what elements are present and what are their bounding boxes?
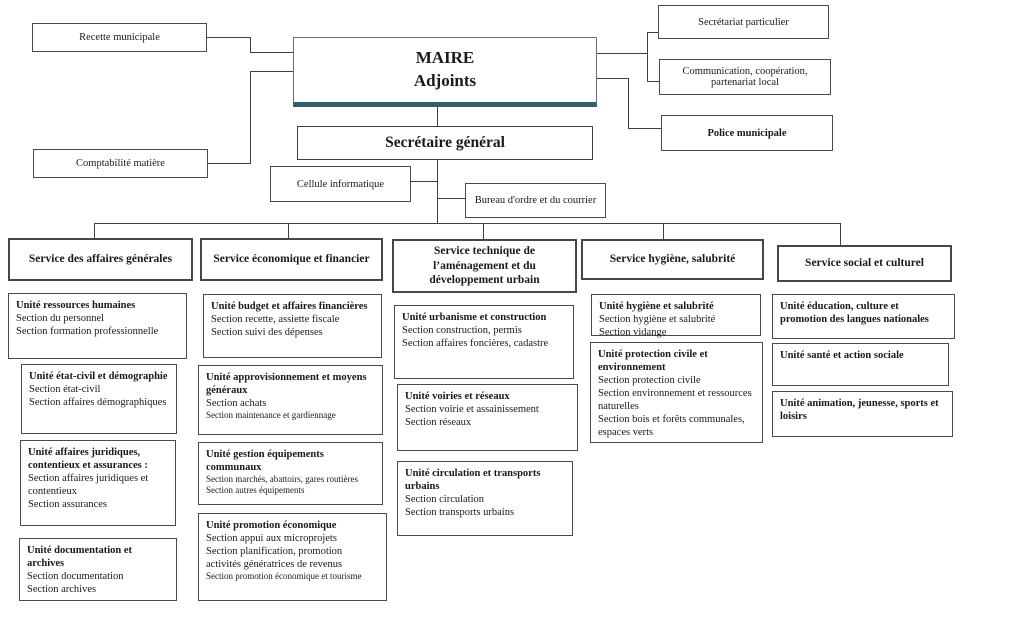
unit-section: Section assurances xyxy=(28,499,108,511)
connector-line xyxy=(628,78,629,129)
communication-box xyxy=(659,59,831,95)
bureau-ordre-courrier-label: Bureau d'ordre et du courrier xyxy=(474,195,597,206)
unit-section: Section affaires démographiques xyxy=(29,397,167,409)
unit-voiries-reseaux-box xyxy=(397,384,578,451)
unit-education-culture-box xyxy=(772,294,955,339)
bureau-ordre-courrier-box xyxy=(465,183,606,218)
recette-municipale-box xyxy=(32,23,207,52)
communication-label: Communication, coopération, partenariat local xyxy=(682,66,808,88)
service-title: Service économique et financier xyxy=(213,253,370,266)
unit-hygiene-salubrite-box xyxy=(591,294,761,339)
unit-section: Section du personnel xyxy=(16,313,105,325)
secretariat-particulier-label: Secrétariat particulier xyxy=(698,16,789,28)
unit-title: Unité affaires juridiques, contentieux et assurances : xyxy=(28,447,148,472)
unit-section: Section suivi des dépenses xyxy=(211,327,323,339)
unit-section: Section bois et forêts communales, espaces verts xyxy=(598,414,745,439)
unit-section: Section appui aux microprojets xyxy=(206,533,337,545)
connector-line xyxy=(207,37,250,38)
connector-line xyxy=(647,32,648,82)
connector-line xyxy=(597,53,647,54)
unit-title: Unité hygiène et salubrité xyxy=(599,301,714,312)
cellule-informatique-box xyxy=(270,166,411,202)
service-title: Service des affaires générales xyxy=(28,253,173,266)
unit-section: Section maintenance et gardiennage xyxy=(206,410,336,421)
unit-budget-finances-box xyxy=(203,294,382,358)
unit-title: Unité urbanisme et construction xyxy=(402,312,547,323)
connector-line xyxy=(250,71,293,72)
unit-section: Section réseaux xyxy=(405,417,472,429)
unit-section: Section promotion économique et tourisme xyxy=(206,571,362,582)
comptabilite-matiere-box xyxy=(33,149,208,178)
unit-section: Section documentation xyxy=(27,571,124,583)
police-municipale-label: Police municipale xyxy=(707,127,787,139)
connector-line xyxy=(840,223,841,245)
connector-line xyxy=(437,198,465,199)
unit-title: Unité ressources humaines xyxy=(16,300,136,311)
maire-subtitle: Adjoints xyxy=(413,71,477,90)
unit-title: Unité documentation et archives xyxy=(27,545,132,570)
unit-section: Section circulation xyxy=(405,494,485,506)
unit-title: Unité éducation, culture et promotion des langues nationales xyxy=(780,301,929,326)
unit-promotion-economique-box xyxy=(198,513,387,601)
unit-protection-civile-box xyxy=(590,342,763,443)
connector-line xyxy=(628,128,661,129)
unit-title: Unité budget et affaires financières xyxy=(211,301,368,312)
connector-line xyxy=(411,181,437,182)
connector-line xyxy=(483,223,484,239)
unit-section: Section état-civil xyxy=(29,384,101,396)
connector-line xyxy=(647,81,659,82)
unit-urbanisme-construction-box xyxy=(394,305,574,379)
unit-affaires-juridiques-box xyxy=(20,440,176,526)
secretaire-general-label: Secrétaire général xyxy=(385,134,505,151)
unit-section: Section recette, assiette fiscale xyxy=(211,314,340,326)
cellule-informatique-label: Cellule informatique xyxy=(296,178,385,190)
connector-line xyxy=(94,223,840,224)
service-technique-box xyxy=(392,239,577,293)
secretaire-general-box xyxy=(297,126,593,160)
unit-animation-jeunesse-box xyxy=(772,391,953,437)
recette-municipale-label: Recette municipale xyxy=(79,32,160,43)
unit-section: Section voirie et assainissement xyxy=(405,404,539,416)
secretariat-particulier-box xyxy=(658,5,829,39)
unit-title: Unité circulation et transports urbains xyxy=(405,468,541,493)
connector-line xyxy=(94,223,95,238)
connector-line xyxy=(250,37,251,53)
unit-section: Section marchés, abattoirs, gares routières xyxy=(206,474,358,485)
connector-line xyxy=(663,223,664,239)
unit-section: Section achats xyxy=(206,398,267,410)
unit-section: Section hygiène et salubrité xyxy=(599,314,716,326)
comptabilite-matiere-label: Comptabilité matière xyxy=(76,158,165,169)
service-hygiene-salubrite-box xyxy=(581,239,764,280)
unit-title: Unité protection civile et environnement xyxy=(598,349,708,374)
unit-sante-action-sociale-box xyxy=(772,343,949,386)
service-title: Service social et culturel xyxy=(805,257,924,270)
unit-section: Section construction, permis xyxy=(402,325,522,337)
unit-circulation-transports-box xyxy=(397,461,573,536)
unit-documentation-archives-box xyxy=(19,538,177,601)
unit-section: Section autres équipements xyxy=(206,485,305,496)
unit-title: Unité voiries et réseaux xyxy=(405,391,510,402)
police-municipale-box xyxy=(661,115,833,151)
unit-title: Unité gestion équipements communaux xyxy=(206,449,324,474)
service-social-culturel-box xyxy=(777,245,952,282)
unit-section: Section formation professionnelle xyxy=(16,326,159,338)
unit-section: Section affaires juridiques et contentieux xyxy=(28,473,149,498)
connector-line xyxy=(208,163,250,164)
unit-ressources-humaines-box xyxy=(8,293,187,359)
maire-title: MAIRE xyxy=(415,48,475,68)
connector-line xyxy=(597,78,628,79)
unit-title: Unité animation, jeunesse, sports et loisirs xyxy=(780,398,939,423)
connector-line xyxy=(437,107,438,127)
service-title: Service hygiène, salubrité xyxy=(609,253,736,266)
unit-section: Section planification, promotion activités génératrices de revenus xyxy=(206,546,343,571)
unit-section: Section protection civile xyxy=(598,375,701,387)
unit-section: Section environnement et ressources naturelles xyxy=(598,388,752,413)
unit-section: Section transports urbains xyxy=(405,507,515,519)
unit-approvisionnement-box xyxy=(198,365,383,435)
connector-line xyxy=(647,32,658,33)
connector-line xyxy=(250,52,293,53)
connector-line xyxy=(288,223,289,238)
unit-section: Section vidange xyxy=(599,327,667,339)
service-title: Service technique de l’aménagement et du développement urbain xyxy=(429,245,540,287)
unit-gestion-equipements-box xyxy=(198,442,383,505)
connector-line xyxy=(250,71,251,164)
service-economique-financier-box xyxy=(200,238,383,281)
unit-title: Unité approvisionnement et moyens généraux xyxy=(206,372,367,397)
unit-title: Unité promotion économique xyxy=(206,520,337,531)
unit-section: Section affaires foncières, cadastre xyxy=(402,338,549,350)
maire-adjoints-box xyxy=(293,37,597,107)
unit-title: Unité santé et action sociale xyxy=(780,350,904,361)
unit-etat-civil-box xyxy=(21,364,177,434)
service-affaires-generales-box xyxy=(8,238,193,281)
unit-section: Section archives xyxy=(27,584,97,596)
unit-title: Unité état-civil et démographie xyxy=(29,371,168,382)
connector-line xyxy=(437,160,438,224)
